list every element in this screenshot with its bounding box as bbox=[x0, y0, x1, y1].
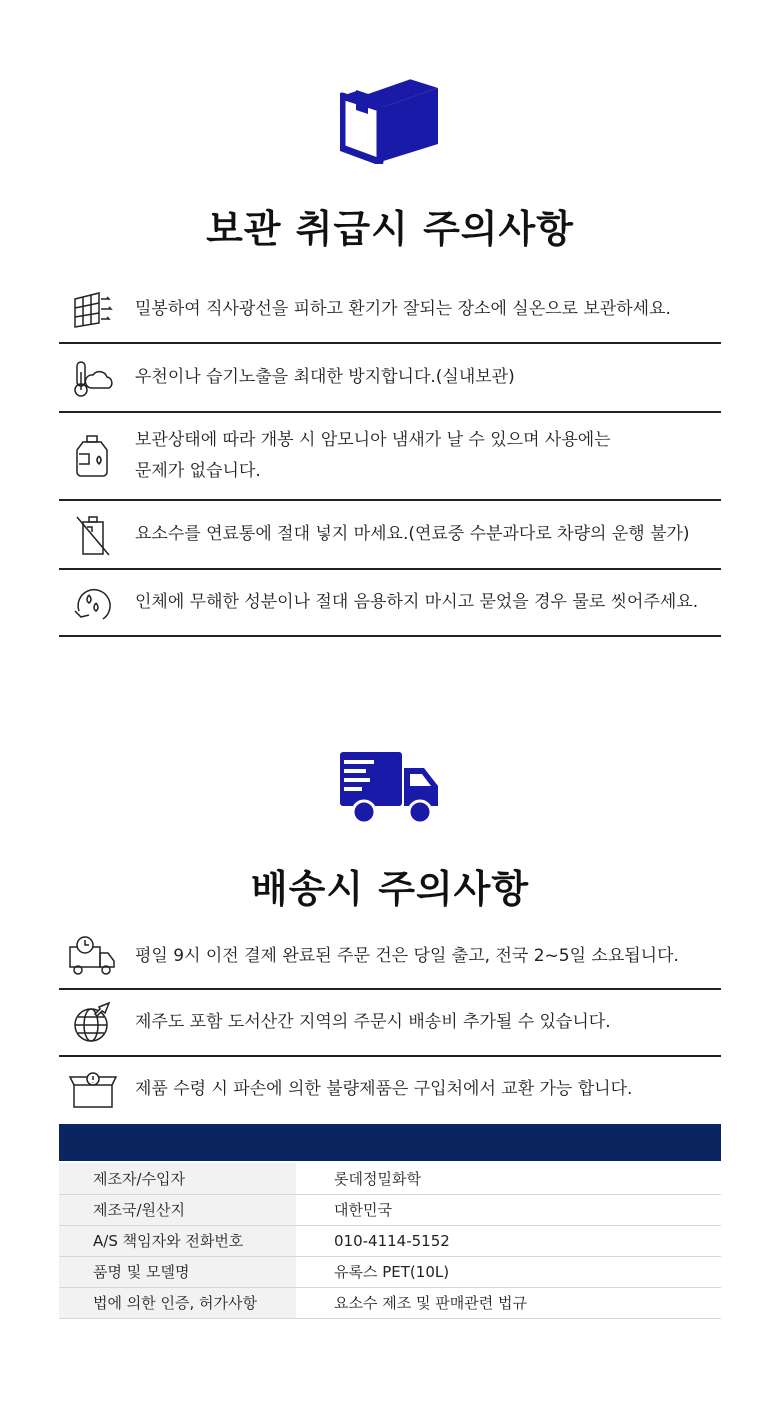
table-row bbox=[59, 1256, 721, 1287]
table-row bbox=[59, 1225, 721, 1256]
table-label: 제조국/원산지 bbox=[59, 1194, 296, 1225]
truck-clock-icon bbox=[67, 934, 119, 978]
shipping-title: 배송시 주의사항 bbox=[250, 867, 530, 911]
table-value: 요소수 제조 및 판매관련 법규 bbox=[296, 1287, 721, 1318]
list-item-text: 보관상태에 따라 개봉 시 암모니아 냄새가 날 수 있으며 사용에는 문제가 없습니다. bbox=[135, 430, 611, 481]
list-item bbox=[59, 1057, 721, 1122]
table-label: A/S 책임자와 전화번호 bbox=[59, 1225, 296, 1256]
water-jug-icon bbox=[67, 434, 119, 478]
table-label: 품명 및 모델명 bbox=[59, 1256, 296, 1287]
list-item-text: 인체에 무해한 성분이나 절대 음용하지 마시고 묻었을 경우 물로 씻어주세요. bbox=[135, 592, 699, 612]
list-item-text: 우천이나 습기노출을 최대한 방지합니다.(실내보관) bbox=[135, 367, 515, 387]
list-item bbox=[59, 413, 721, 501]
list-item-text: 제주도 포함 도서산간 지역의 주문시 배송비 추가될 수 있습니다. bbox=[135, 1012, 611, 1032]
table-row bbox=[59, 1194, 721, 1225]
list-item bbox=[59, 276, 721, 344]
ventilation-icon bbox=[67, 287, 119, 331]
table-value: 롯데정밀화학 bbox=[296, 1163, 721, 1194]
product-info-table bbox=[59, 1163, 721, 1319]
table-value: 010-4114-5152 bbox=[296, 1225, 721, 1256]
list-item-text: 밀봉하여 직사광선을 피하고 환기가 잘되는 장소에 실온으로 보관하세요. bbox=[135, 298, 671, 319]
thermometer-cloud-icon bbox=[67, 356, 119, 400]
table-value: 대한민국 bbox=[296, 1194, 721, 1225]
list-item bbox=[59, 501, 721, 570]
table-label: 제조자/수입자 bbox=[59, 1163, 296, 1194]
storage-title: 보관 취급시 주의사항 bbox=[206, 207, 574, 251]
list-item-text: 제품 수령 시 파손에 의한 불량제품은 구입처에서 교환 가능 합니다. bbox=[135, 1079, 633, 1099]
delivery-truck-icon bbox=[340, 752, 440, 826]
no-fuel-can-icon bbox=[67, 513, 119, 557]
list-item bbox=[59, 990, 721, 1057]
table-label: 법에 의한 인증, 허가사항 bbox=[59, 1287, 296, 1318]
globe-plane-icon bbox=[67, 1001, 119, 1045]
storage-list bbox=[59, 276, 721, 637]
list-item-text: 평일 9시 이전 결제 완료된 주문 건은 당일 출고, 전국 2~5일 소요됩니다. bbox=[135, 945, 679, 966]
list-item-text: 요소수를 연료통에 절대 넣지 마세요.(연료중 수분과다로 차량의 운행 불가) bbox=[135, 524, 690, 544]
table-row bbox=[59, 1163, 721, 1194]
hand-drops-icon bbox=[67, 581, 119, 625]
table-value: 유록스 PET(10L) bbox=[296, 1256, 721, 1287]
list-item bbox=[59, 570, 721, 637]
list-item bbox=[59, 344, 721, 413]
damaged-box-icon bbox=[67, 1068, 119, 1112]
table-row bbox=[59, 1287, 721, 1318]
spec-table-header-bar bbox=[59, 1124, 721, 1161]
list-item bbox=[59, 924, 721, 990]
box-icon bbox=[340, 72, 440, 164]
shipping-list bbox=[59, 924, 721, 1122]
